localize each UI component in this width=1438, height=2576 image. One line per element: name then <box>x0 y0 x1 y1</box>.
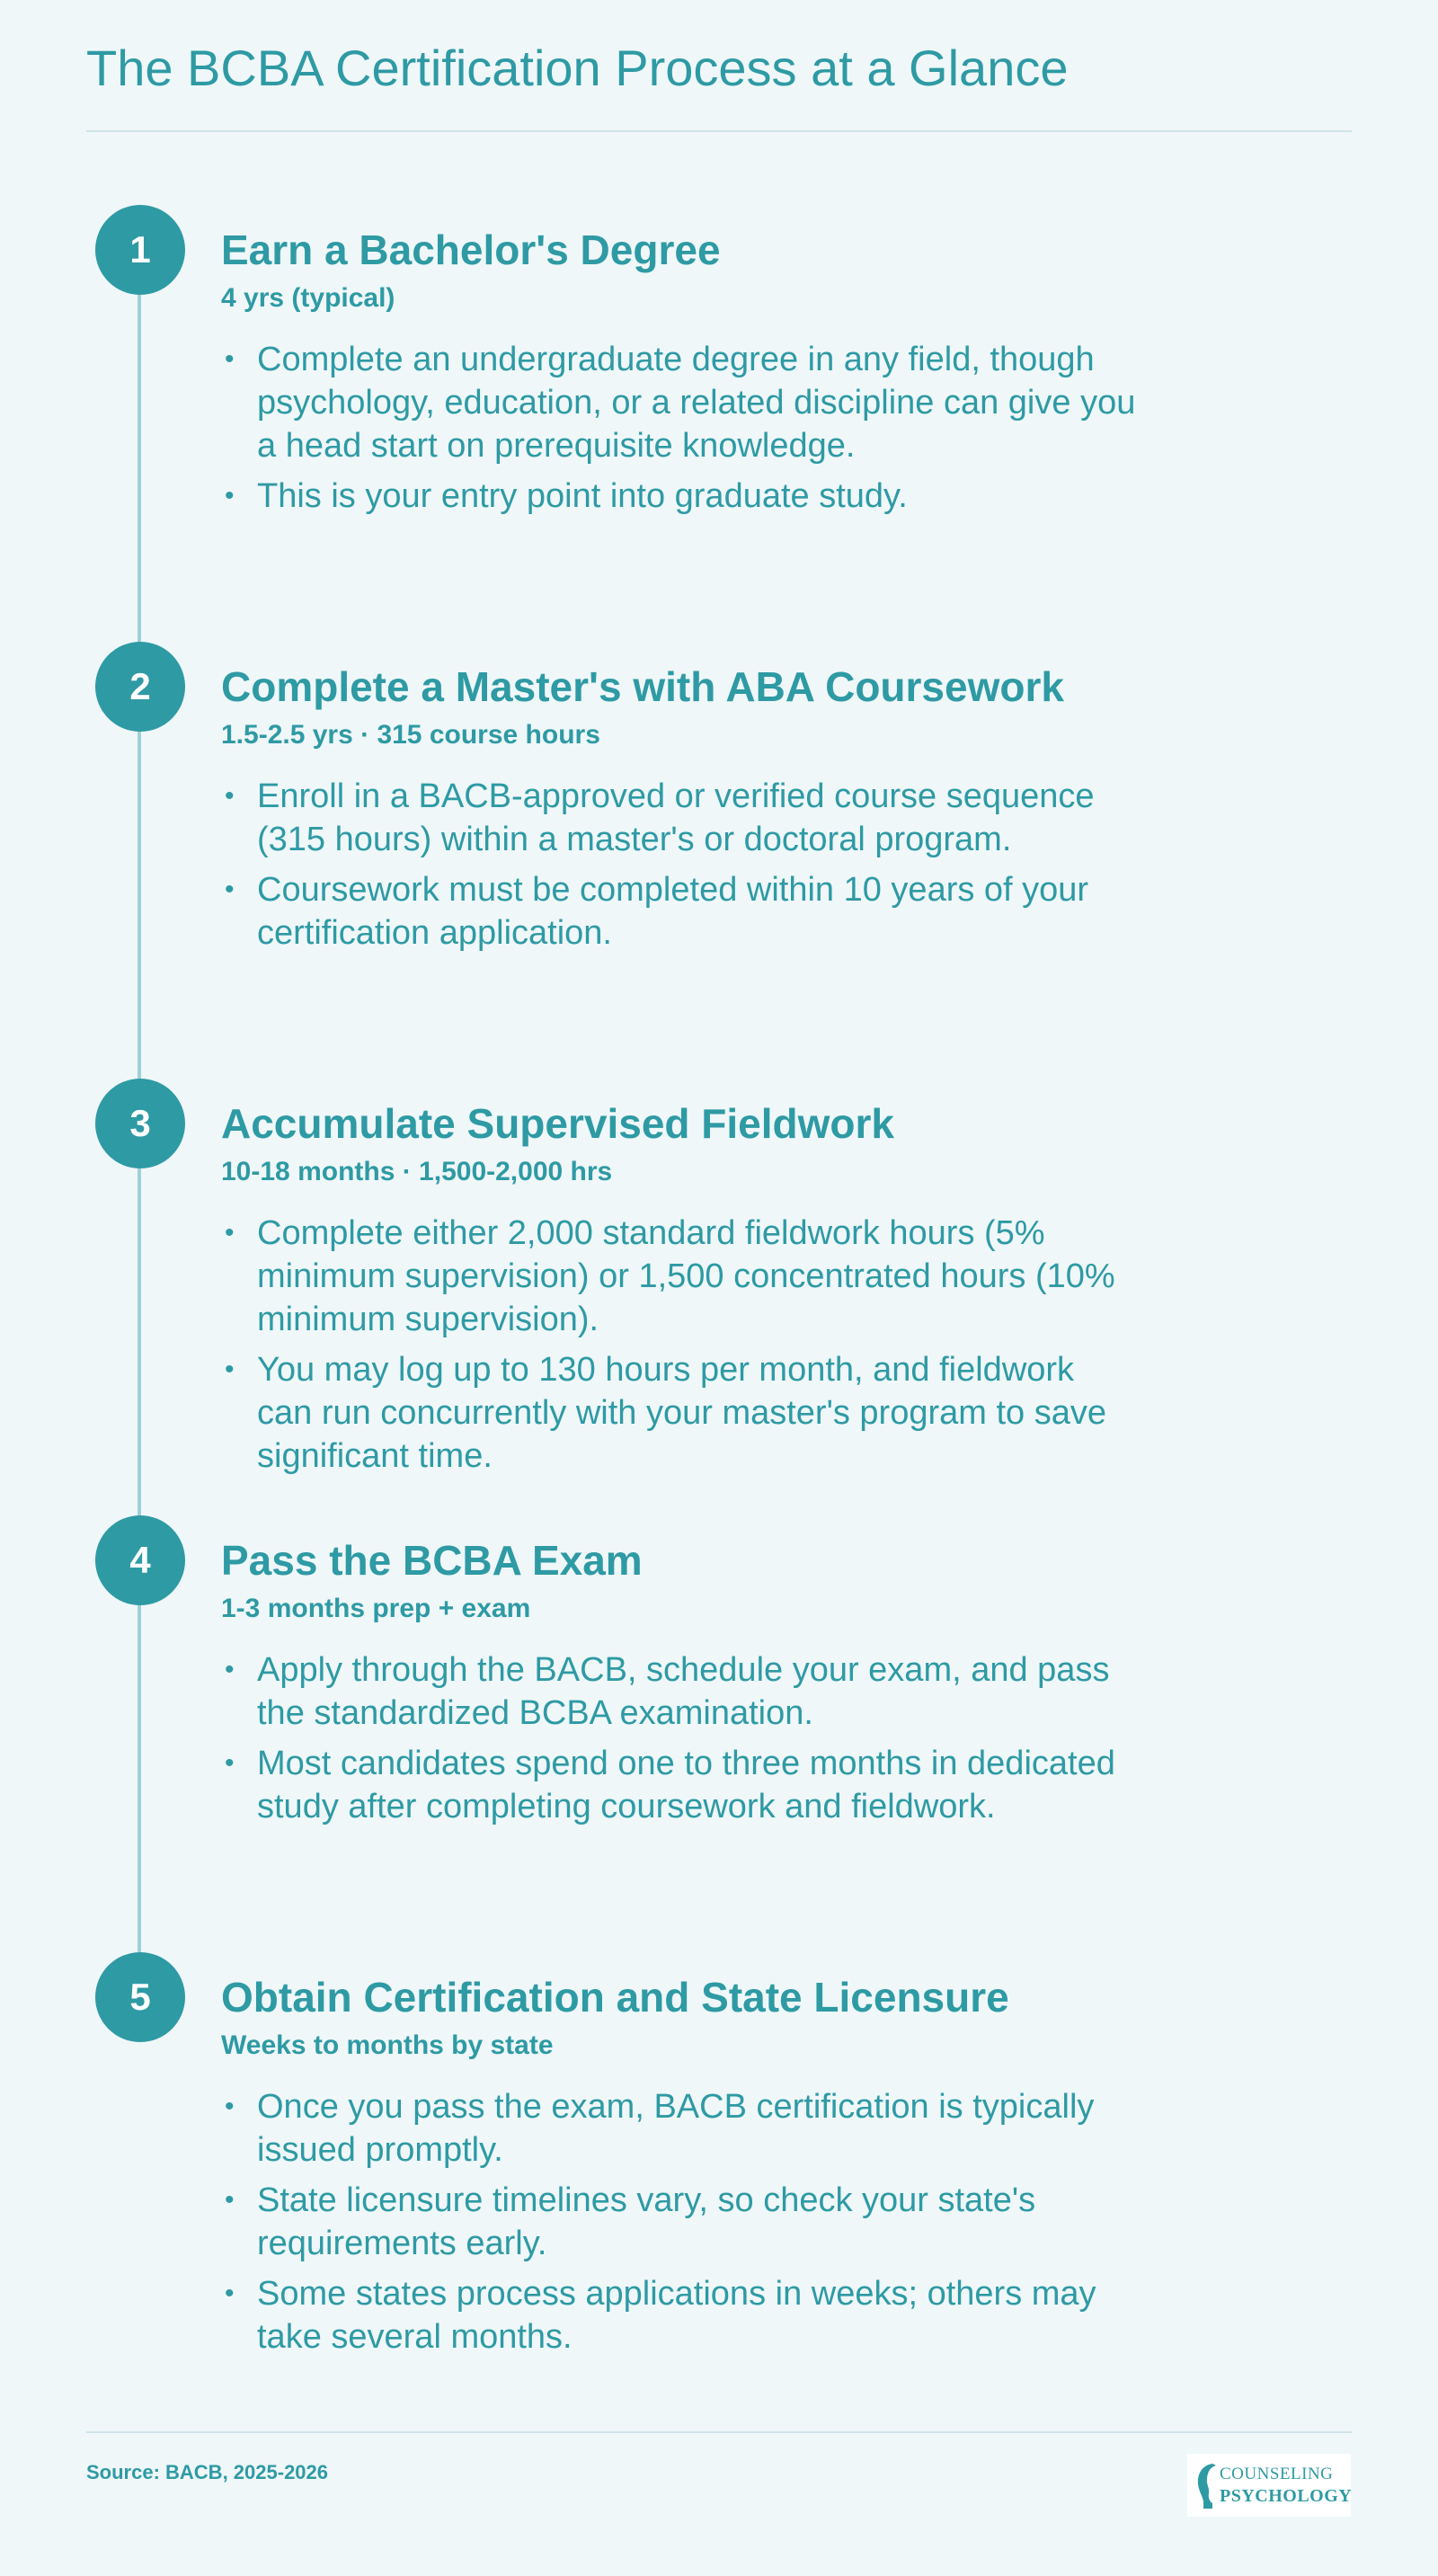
bullet-icon: • <box>225 2092 235 2121</box>
step-bullet-list <box>221 1212 1138 1478</box>
bullet-icon: • <box>225 344 235 374</box>
bullet-icon: • <box>225 1355 235 1384</box>
bullet-text: Complete either 2,000 standard fieldwork hours (5% minimum supervision) or 1,500 concentrated hours (10% minimum supervision). <box>257 1214 1115 1338</box>
step-bullet-list <box>221 2085 1138 2358</box>
step-title: Pass the BCBA Exam <box>221 1537 643 1584</box>
step-content <box>221 223 1138 525</box>
list-item <box>221 1348 1138 1478</box>
step-title: Obtain Certification and State Licensure <box>221 1974 1009 2021</box>
page-title: The BCBA Certification Process at a Glance <box>86 40 1069 96</box>
step-bullet-list <box>221 1648 1138 1828</box>
list-item <box>221 868 1138 955</box>
bullet-text: Some states process applications in weeks; others may take several months. <box>257 2275 1096 2356</box>
bullet-icon: • <box>225 2185 235 2215</box>
bullet-text: Apply through the BACB, schedule your exam, and pass the standardized BCBA examination. <box>257 1651 1110 1732</box>
bullet-text: Complete an undergraduate degree in any field, though psychology, education, or a related discipline can give you a head start on prerequisite knowledge. <box>257 341 1136 465</box>
list-item <box>221 2272 1138 2358</box>
step-bullet-list <box>221 775 1138 955</box>
bullet-icon: • <box>225 1655 235 1684</box>
bullet-icon: • <box>225 781 235 811</box>
bullet-text: Enroll in a BACB-approved or verified course sequence (315 hours) within a master's or doctoral program. <box>257 777 1095 858</box>
list-item <box>221 1648 1138 1735</box>
counseling-psychology-logo <box>1187 2454 1351 2517</box>
logo-line-psychology: PSYCHOLOGY <box>1220 2486 1353 2506</box>
step-title: Accumulate Supervised Fieldwork <box>221 1100 895 1147</box>
step-content <box>221 1533 1138 1835</box>
header-divider <box>86 130 1352 132</box>
bullet-icon: • <box>225 481 235 511</box>
bullet-icon: • <box>225 1748 235 1778</box>
list-item <box>221 1742 1138 1828</box>
source-note: Source: BACB, 2025-2026 <box>86 2461 329 2483</box>
bullet-text: This is your entry point into graduate study. <box>257 477 908 515</box>
footer-divider <box>86 2431 1352 2433</box>
bullet-text: Once you pass the exam, BACB certification is typically issued promptly. <box>257 2088 1095 2169</box>
step-duration: 10-18 months · 1,500-2,000 hrs <box>221 1157 613 1186</box>
step-bullet-list <box>221 338 1138 518</box>
list-item <box>221 475 1138 518</box>
step-duration: 4 yrs (typical) <box>221 283 395 313</box>
list-item <box>221 2085 1138 2172</box>
bullet-icon: • <box>225 875 235 904</box>
bullet-icon: • <box>225 2278 235 2308</box>
list-item <box>221 2179 1138 2265</box>
list-item <box>221 1212 1138 1341</box>
bullet-text: Coursework must be completed within 10 years of your certification application. <box>257 871 1089 952</box>
bullet-text: You may log up to 130 hours per month, and fieldwork can run concurrently with your master's program to save significant time. <box>257 1351 1106 1475</box>
step-content <box>221 1970 1138 2366</box>
bullet-text: State licensure timelines vary, so check your state's requirements early. <box>257 2181 1036 2262</box>
step-number-badge: 3 <box>95 1079 185 1168</box>
list-item <box>221 338 1138 467</box>
step-number-badge: 1 <box>95 205 185 295</box>
step-duration: 1-3 months prep + exam <box>221 1594 531 1623</box>
step-content <box>221 1097 1138 1485</box>
step-content <box>221 660 1138 962</box>
list-item <box>221 775 1138 861</box>
bullet-text: Most candidates spend one to three months in dedicated study after completing coursework and fieldwork. <box>257 1745 1115 1825</box>
logo-text <box>1220 2464 1352 2507</box>
step-number-badge: 5 <box>95 1952 185 2042</box>
step-number-badge: 2 <box>95 642 185 732</box>
step-duration: Weeks to months by state <box>221 2030 554 2060</box>
step-duration: 1.5-2.5 yrs · 315 course hours <box>221 720 600 750</box>
step-title: Complete a Master's with ABA Coursework <box>221 663 1064 710</box>
head-profile-icon <box>1194 2460 1218 2510</box>
logo-line-counseling: COUNSELING <box>1220 2465 1334 2483</box>
step-number-badge: 4 <box>95 1515 185 1605</box>
step-title: Earn a Bachelor's Degree <box>221 227 721 273</box>
bullet-icon: • <box>225 1218 235 1248</box>
